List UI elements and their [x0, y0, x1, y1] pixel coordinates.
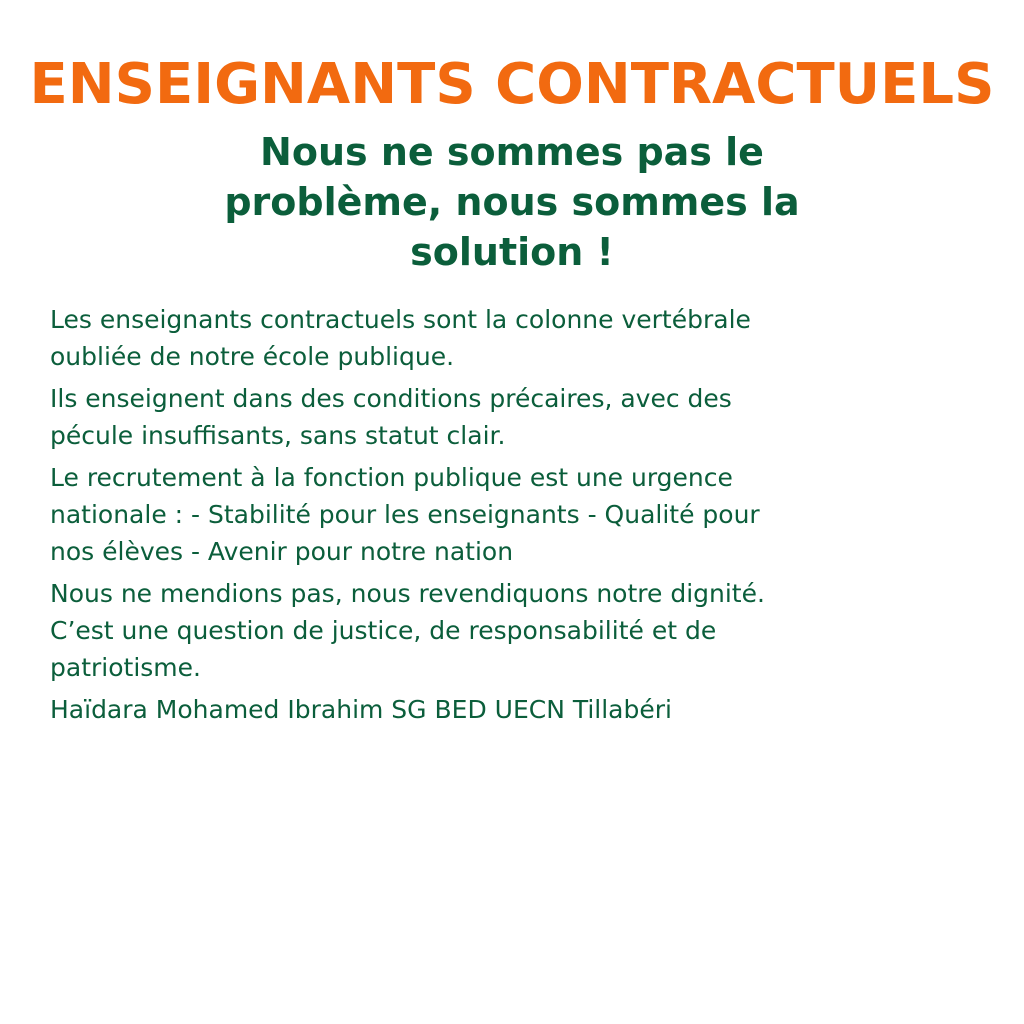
page-subtitle: Nous ne sommes pas le problème, nous sommes la solution ! [224, 130, 800, 274]
paragraph-intro: Les enseignants contractuels sont la colonne vertébrale oubliée de notre école publique. [50, 305, 751, 371]
paragraph-dignity: Nous ne mendions pas, nous revendiquons notre dignité. C’est une question de justice, de responsabilité et de patriotisme. [50, 579, 765, 682]
author-signature: Haïdara Mohamed Ibrahim SG BED UECN Tillabéri [50, 695, 672, 724]
paragraph-recruitment: Le recrutement à la fonction publique est une urgence nationale : - Stabilité pour les enseignants - Qualité pour nos élèves - Avenir pour notre nation [50, 463, 760, 566]
page-title: ENSEIGNANTS CONTRACTUELS [29, 52, 995, 117]
document-body [50, 301, 770, 733]
paragraph-conditions: Ils enseignent dans des conditions précaires, avec des pécule insuffisants, sans statut clair. [50, 384, 732, 450]
